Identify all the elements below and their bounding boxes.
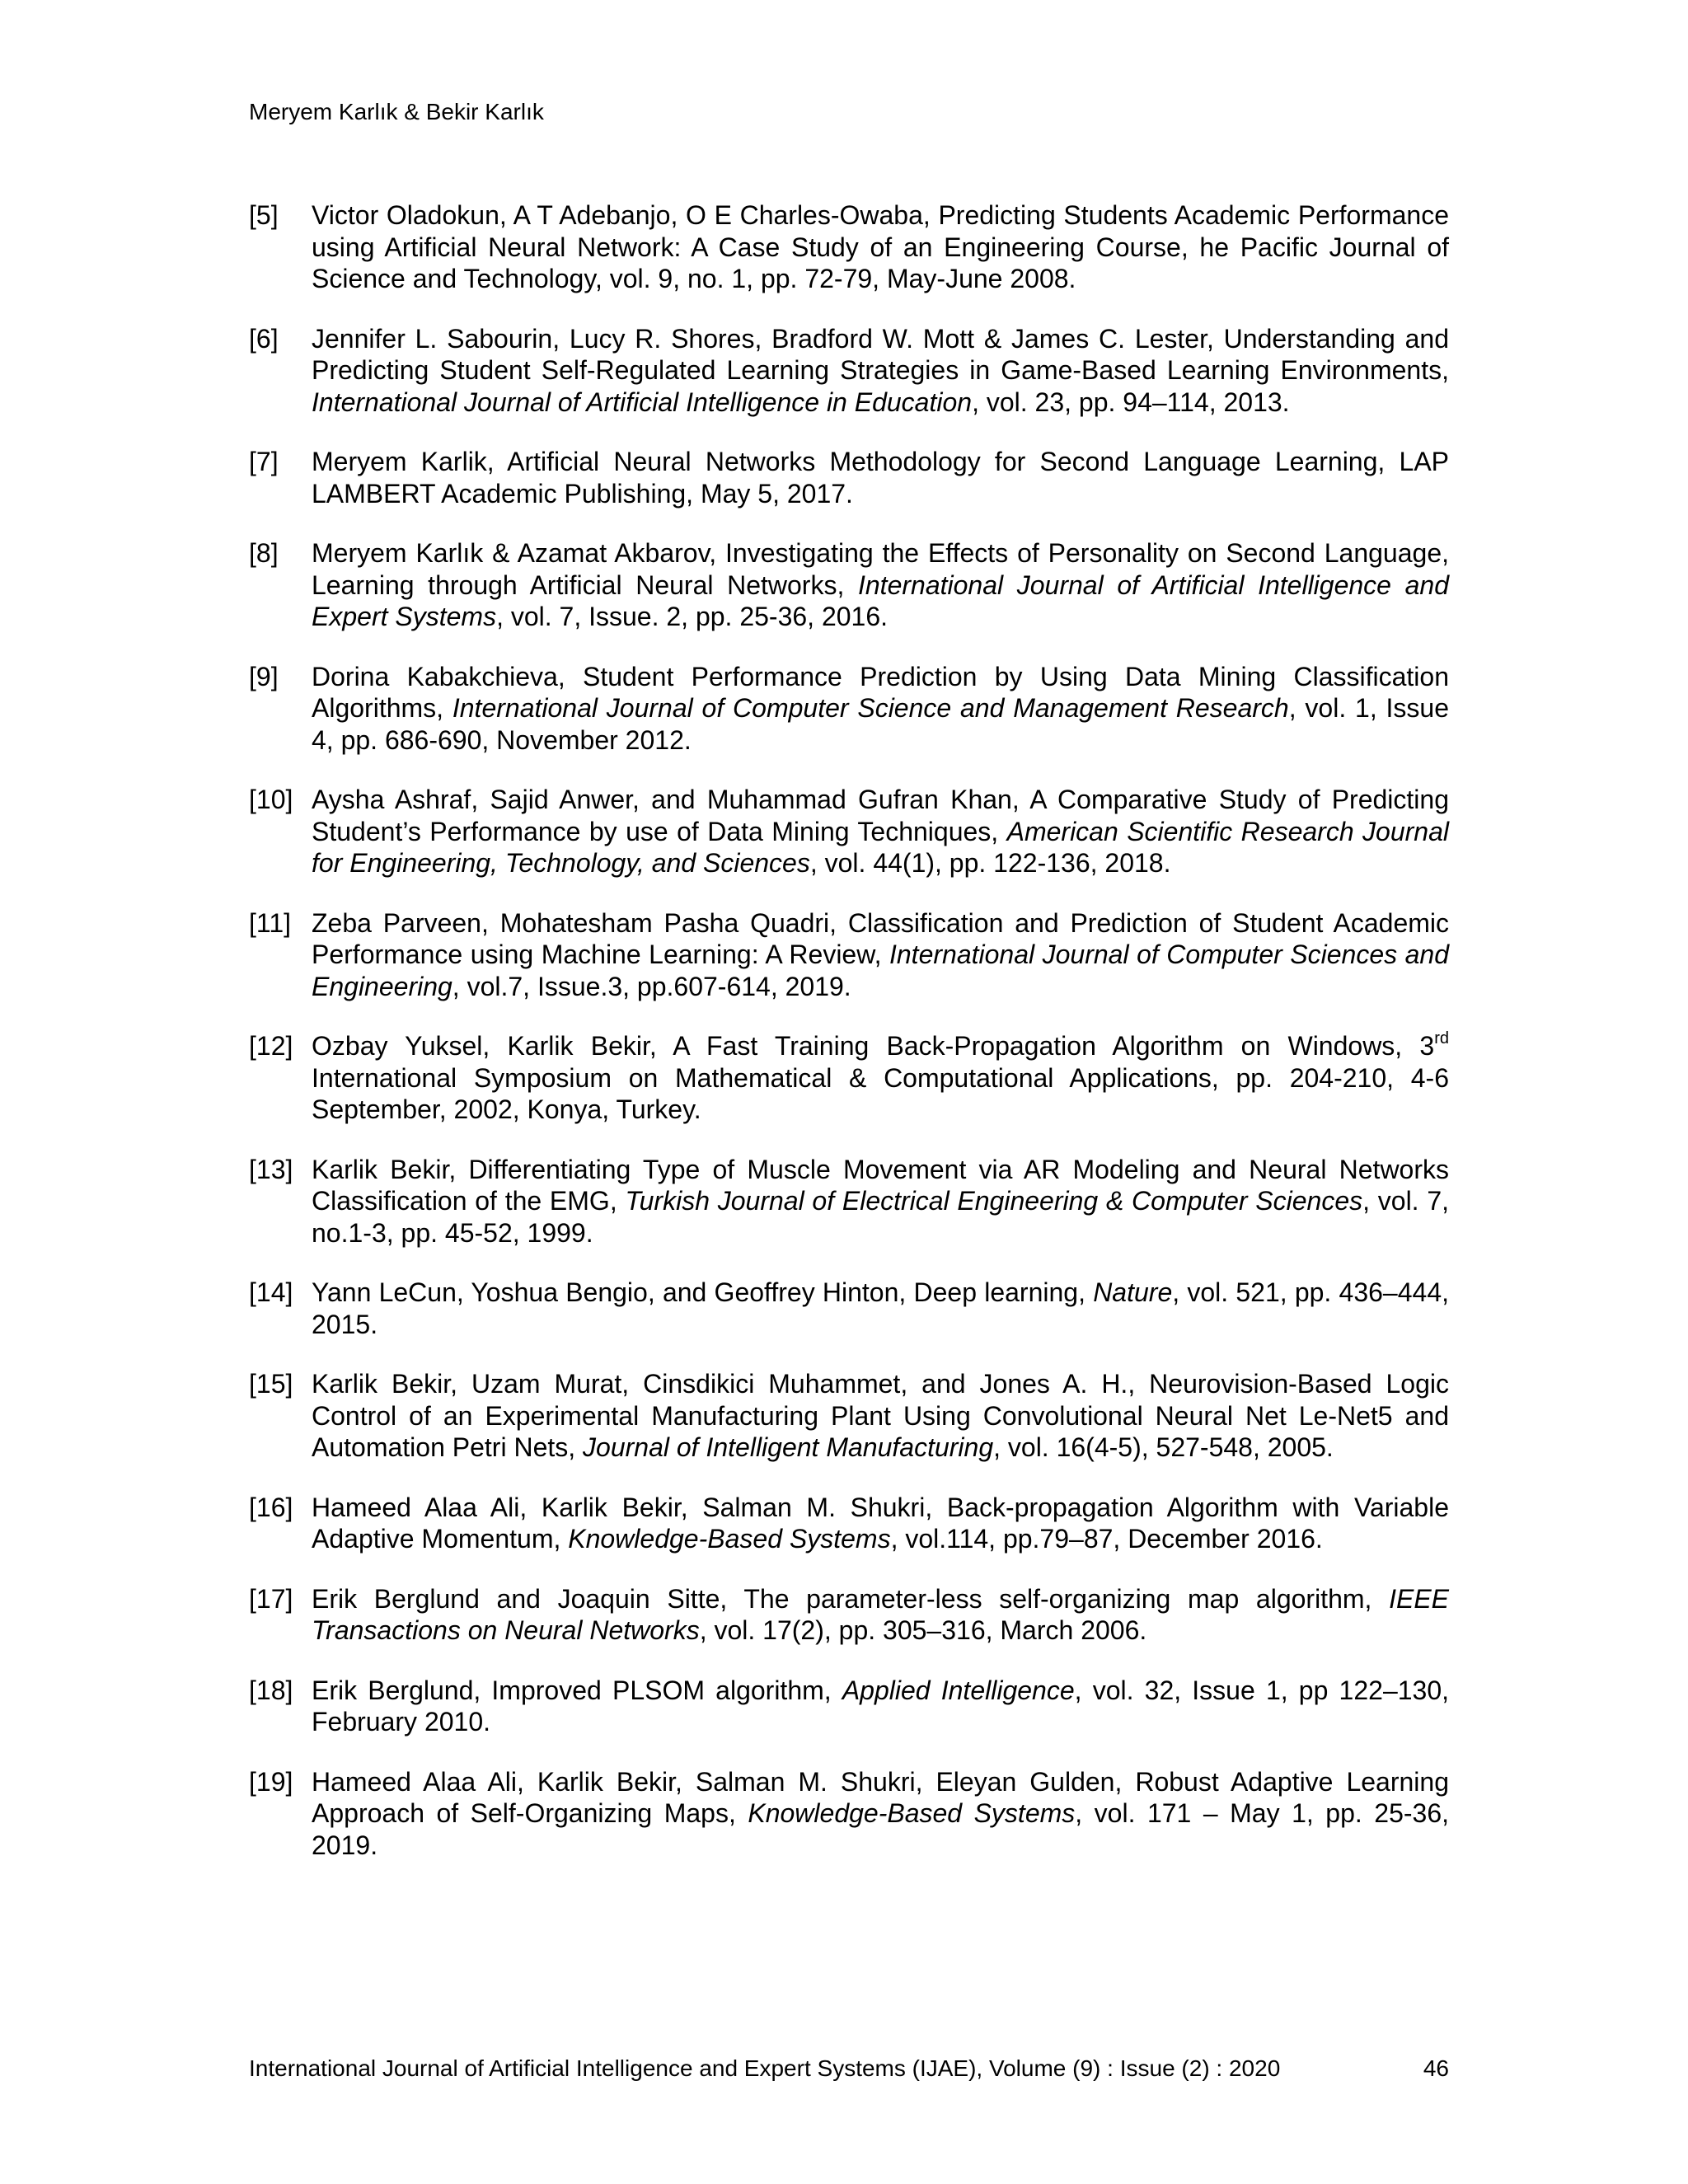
reference-item <box>249 784 1449 879</box>
reference-item <box>249 537 1449 633</box>
reference-text: Erik Berglund and Joaquin Sitte, The parameter-less self-organizing map algorithm, IEEE Transactions on Neural Networks, vol. 17(2), pp. 305–316, March 2006. <box>312 1583 1449 1645</box>
page-number: 46 <box>1423 2055 1449 2081</box>
journal-title: Nature <box>1093 1277 1173 1307</box>
reference-text: Karlik Bekir, Differentiating Type of Muscle Movement via AR Modeling and Neural Networks Classification of the EMG, Turkish Journal of Electrical Engineering & Computer Sciences, vol. 7, no.1-3, pp. 45-52, 1999. <box>312 1154 1450 1248</box>
reference-number: [15] <box>249 1369 293 1399</box>
reference-number: [8] <box>249 538 279 568</box>
reference-item <box>249 323 1449 419</box>
reference-number: [10] <box>249 785 293 814</box>
reference-number: [18] <box>249 1675 293 1705</box>
reference-text: Hameed Alaa Ali, Karlik Bekir, Salman M. Shukri, Back-propagation Algorithm with Variable Adaptive Momentum, Knowledge-Based Systems, vol.114, pp.79–87, December 2016. <box>312 1492 1449 1554</box>
reference-text: Erik Berglund, Improved PLSOM algorithm, Applied Intelligence, vol. 32, Issue 1, pp 122–130, February 2010. <box>312 1675 1450 1736</box>
reference-number: [17] <box>249 1583 293 1614</box>
journal-title: Knowledge-Based Systems <box>568 1524 891 1554</box>
journal-title: Turkish Journal of Electrical Engineering & Computer Sciences <box>625 1186 1363 1216</box>
reference-text: Ozbay Yuksel, Karlik Bekir, A Fast Training Back-Propagation Algorithm on Windows, 3rd International Symposium on Mathematical & Computational Applications, pp. 204-210, 4-6 September, 2002, Konya, Turkey. <box>312 1029 1449 1124</box>
reference-item <box>249 1766 1449 1862</box>
journal-title: International Journal of Computer Sciences and Engineering <box>312 940 1450 1001</box>
reference-number: [19] <box>249 1766 293 1797</box>
reference-text: Victor Oladokun, A T Adebanjo, O E Charles-Owaba, Predicting Students Academic Performance using Artificial Neural Network: A Case Study of an Engineering Course, he Pacific Journal of Science and Technology, vol. 9, no. 1, pp. 72-79, May-June 2008. <box>312 200 1449 293</box>
reference-item <box>249 1154 1449 1249</box>
reference-item <box>249 661 1449 757</box>
reference-text: Dorina Kabakchieva, Student Performance Prediction by Using Data Mining Classification Algorithms, International Journal of Computer Science and Management Research, vol. 1, Issue 4, pp. 686-690, November 2012. <box>312 661 1450 755</box>
reference-item <box>249 1277 1449 1340</box>
reference-text: Hameed Alaa Ali, Karlik Bekir, Salman M. Shukri, Eleyan Gulden, Robust Adaptive Learning Approach of Self-Organizing Maps, Knowledge-Based Systems, vol. 171 – May 1, pp. 25-36, 2019. <box>312 1766 1450 1860</box>
reference-number: [16] <box>249 1492 293 1522</box>
journal-title: International Journal of Artificial Intelligence and Expert Systems <box>312 569 1450 631</box>
journal-title: Knowledge-Based Systems <box>748 1798 1076 1828</box>
reference-item <box>249 446 1449 509</box>
journal-title: International Journal of Artificial Intelligence in Education <box>312 387 973 417</box>
reference-number: [7] <box>249 447 279 476</box>
page-footer <box>249 2052 1449 2085</box>
reference-list <box>249 199 1449 1889</box>
reference-text: Zeba Parveen, Mohatesham Pasha Quadri, Classification and Prediction of Student Academic Performance using Machine Learning: A Review, International Journal of Computer Sciences and Engineering, vol.7, Issue.3, pp.607-614, 2019. <box>312 907 1450 1001</box>
reference-item <box>249 1492 1449 1555</box>
reference-text: Aysha Ashraf, Sajid Anwer, and Muhammad Gufran Khan, A Comparative Study of Predicting Student’s Performance by use of Data Mining Techniques, American Scientific Research Journal for Engineering, Technology, and Sciences, vol. 44(1), pp. 122-136, 2018. <box>312 785 1450 878</box>
reference-text: Jennifer L. Sabourin, Lucy R. Shores, Bradford W. Mott & James C. Lester, Understanding and Predicting Student Self-Regulated Learning Strategies in Game-Based Learning Environments, International Journal of Artificial Intelligence in Education, vol. 23, pp. 94–114, 2013. <box>312 323 1449 417</box>
journal-title: Journal of Intelligent Manufacturing <box>583 1432 994 1462</box>
journal-title: International Journal of Computer Science and Management Research <box>452 693 1289 723</box>
reference-item <box>249 199 1449 295</box>
reference-text: Meryem Karlik, Artificial Neural Networks Methodology for Second Language Learning, LAP LAMBERT Academic Publishing, May 5, 2017. <box>312 447 1449 509</box>
reference-number: [5] <box>249 200 279 230</box>
reference-item <box>249 907 1449 1003</box>
reference-number: [14] <box>249 1277 293 1307</box>
journal-title: Applied Intelligence <box>842 1675 1075 1705</box>
ordinal-superscript: rd <box>1434 1029 1449 1047</box>
reference-number: [9] <box>249 661 279 691</box>
reference-number: [6] <box>249 323 279 354</box>
reference-item <box>249 1583 1449 1647</box>
journal-title: IEEE Transactions on Neural Networks <box>312 1583 1449 1645</box>
journal-title: American Scientific Research Journal for Engineering, Technology, and Sciences <box>312 816 1450 878</box>
running-head: Meryem Karlık & Bekir Karlık <box>249 99 544 124</box>
reference-number: [13] <box>249 1154 293 1184</box>
reference-text: Yann LeCun, Yoshua Bengio, and Geoffrey Hinton, Deep learning, Nature, vol. 521, pp. 436–444, 2015. <box>312 1277 1450 1339</box>
reference-number: [12] <box>249 1031 293 1061</box>
footer-journal-info: International Journal of Artificial Intelligence and Expert Systems (IJAE), Volume (9) : Issue (2) : 2020 <box>249 2055 1281 2081</box>
reference-number: [11] <box>249 907 291 938</box>
reference-text: Karlik Bekir, Uzam Murat, Cinsdikici Muhammet, and Jones A. H., Neurovision-Based Logic Control of an Experimental Manufacturing Plant Using Convolutional Neural Net Le-Net5 and Automation Petri Nets, Journal of Intelligent Manufacturing, vol. 16(4-5), 527-548, 2005. <box>312 1369 1449 1462</box>
reference-text: Meryem Karlık & Azamat Akbarov, Investigating the Effects of Personality on Second Language, Learning through Artificial Neural Networks, International Journal of Artificial Intelligence and Expert Systems, vol. 7, Issue. 2, pp. 25-36, 2016. <box>312 538 1450 631</box>
reference-item <box>249 1675 1449 1738</box>
reference-item <box>249 1368 1449 1464</box>
reference-item <box>249 1030 1449 1126</box>
